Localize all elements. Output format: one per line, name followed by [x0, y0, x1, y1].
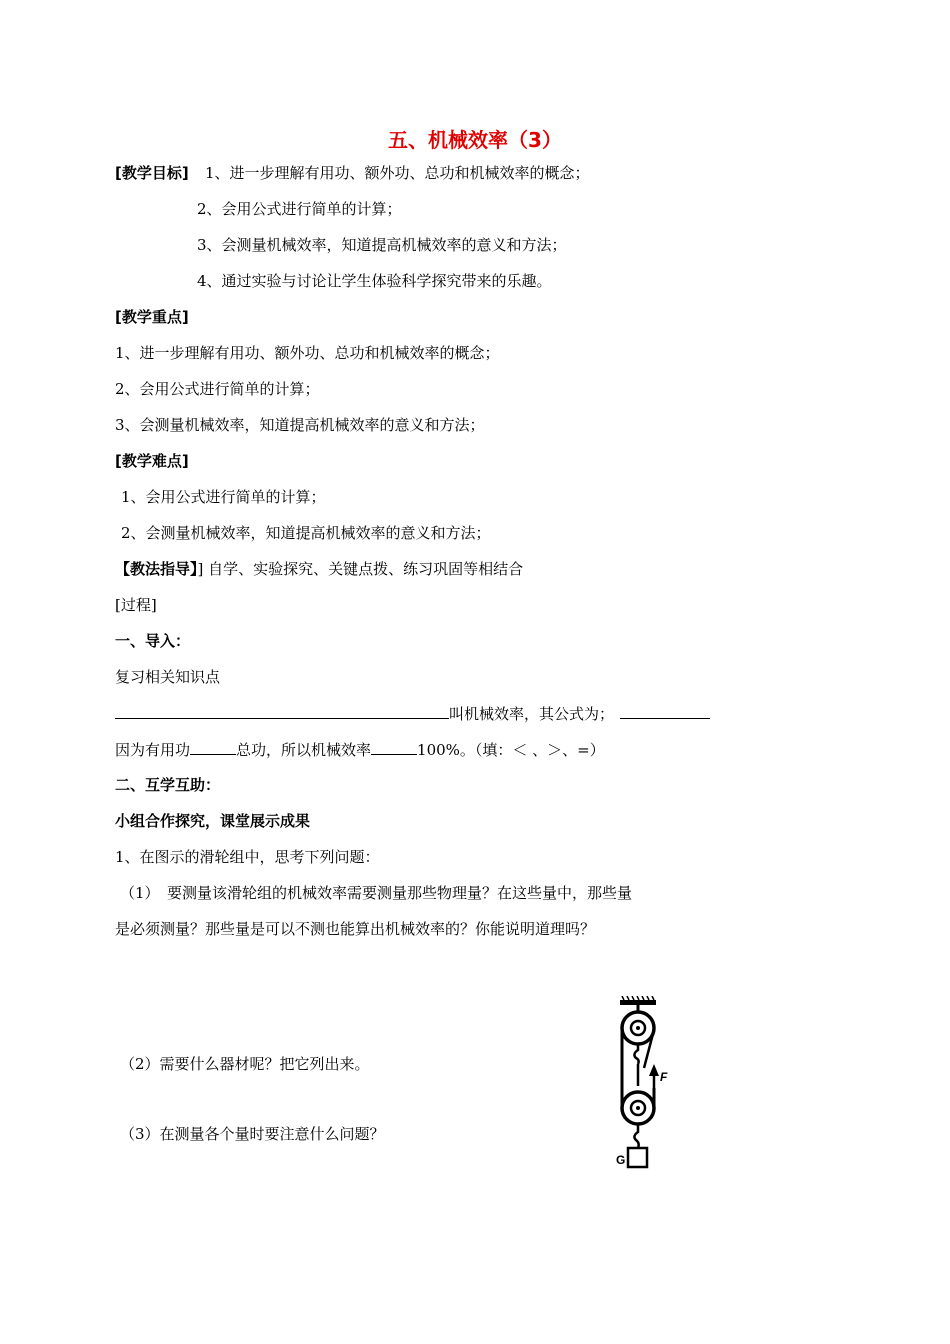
key-point-item-1: 1、进一步理解有用功、额外功、总功和机械效率的概念； [115, 344, 500, 362]
method-label: 【教法指导】 [115, 560, 198, 578]
pulley-diagram [598, 996, 668, 1178]
question-1-line-1: （1） 要测量该滑轮组的机械效率需要测量那些物理量？在这些量中，那些量 [120, 884, 633, 902]
fill1-text: 叫机械效率，其公式为； [449, 705, 615, 723]
compare-blank-1[interactable] [190, 739, 236, 755]
section2-subheading: 小组合作探究，课堂展示成果 [115, 812, 311, 830]
objective-item-2: 2、会用公式进行简单的计算； [197, 200, 402, 218]
section1-heading: 一、导入： [115, 632, 191, 650]
review-text: 复习相关知识点 [115, 668, 221, 686]
process-label: [过程] [115, 596, 157, 614]
weight-block [628, 1148, 647, 1167]
force-label: F [660, 1070, 668, 1084]
section2-heading: 二、互学互助： [115, 776, 221, 794]
fixed-hook [634, 1044, 638, 1064]
fill-line-1 [115, 703, 710, 724]
objective-item-1: 1、进一步理解有用功、额外功、总功和机械效率的概念； [205, 164, 590, 182]
method-text: ] 自学、实验探究、关键点拨、练习巩固等相结合 [197, 560, 524, 578]
question-2: （2）需要什么器材呢？把它列出来。 [120, 1055, 370, 1073]
difficulties-label: [教学难点] [115, 452, 189, 470]
objective-item-4: 4、通过实验与讨论让学生体验科学探究带来的乐趣。 [197, 272, 552, 290]
answer-blank[interactable] [115, 703, 449, 719]
weight-hook [634, 1124, 638, 1148]
ceiling-hatching [622, 996, 654, 1000]
question-1-line-2: 是必须测量？那些量是可以不测也能算出机械效率的？你能说明道理吗？ [115, 920, 596, 938]
difficulty-item-1: 1、会用公式进行简单的计算； [121, 488, 326, 506]
fill2-text-b: 总功，所以机械效率 [236, 741, 372, 759]
fill2-text-a: 因为有用功 [115, 741, 191, 759]
key-points-label: [教学重点] [115, 308, 189, 326]
fill2-text-c: 100%。（填：＜ 、＞、=） [417, 741, 605, 759]
page-title: 五、机械效率（3） [388, 128, 562, 152]
question-intro: 1、在图示的滑轮组中，思考下列问题： [115, 848, 380, 866]
key-point-item-2: 2、会用公式进行简单的计算； [115, 380, 320, 398]
difficulty-item-2: 2、会测量机械效率，知道提高机械效率的意义和方法； [121, 524, 491, 542]
key-point-item-3: 3、会测量机械效率，知道提高机械效率的意义和方法； [115, 416, 485, 434]
force-arrowhead [649, 1064, 659, 1076]
objective-item-3: 3、会测量机械效率，知道提高机械效率的意义和方法； [197, 236, 567, 254]
method-line [115, 559, 523, 579]
compare-blank-2[interactable] [371, 739, 417, 755]
rope-diagonal [644, 1030, 654, 1068]
ceiling-bar [620, 1000, 656, 1005]
question-3: （3）在测量各个量时要注意什么问题？ [120, 1125, 385, 1143]
formula-blank[interactable] [620, 703, 710, 719]
objectives-label: [教学目标] [115, 164, 189, 182]
weight-label: G [616, 1153, 626, 1167]
fill-line-2 [115, 739, 605, 760]
